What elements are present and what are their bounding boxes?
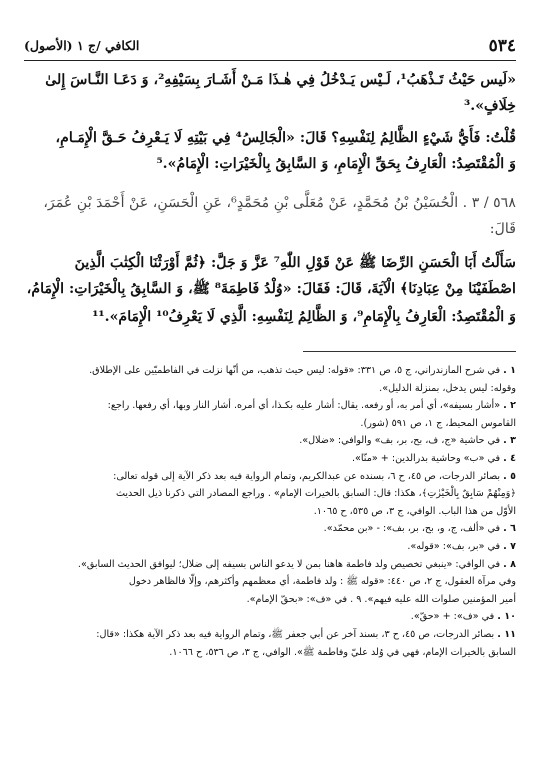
isnad-line: ٥٦٨ / ٣ . الْحُسَيْنُ بْنُ مُحَمَّدٍ، عَنْ مُعَلَّى بْنِ مُحَمَّدٍ⁶، عَنِ الْحَسَنِ، عَنْ أَحْمَدَ بْنِ عُمَرَ، <box>43 195 516 211</box>
text-line: اصْطَفَيْنَا مِنْ عِبَادِنَا﴾ الْآيَةَ، قَالَ: فَقَالَ: «وُلْدُ فَاطِمَةَ⁸ ﷺ، وَ السَّابِقُ بِالْخَيْرَاتِ: الْإِمَامُ، <box>26 281 516 297</box>
footnote-line <box>22 450 516 467</box>
footnote-line <box>22 362 516 379</box>
text-line: وَ الْمُقْتَصِدُ: الْعَارِفُ بِالْإِمَامِ⁹، وَ الظَّالِمُ لِنَفْسِهِ: الَّذِي لَا يَعْرِفُ¹⁰ الْإِمَامَ».¹¹ <box>92 309 516 325</box>
running-header <box>24 36 516 58</box>
footnote-number: ٦ . <box>503 523 516 535</box>
footnote-line <box>22 573 516 590</box>
footnote-text: في شرح المازندراني، ج ٥، ص ٣٣١: «قوله: ليس حيث تذهب، من أنّها نزلت في الفاطميّين على الإطلاق. <box>89 365 501 376</box>
footnote-number: ١٠ . <box>497 611 516 623</box>
footnote-line <box>22 626 516 643</box>
footnote-line <box>22 503 516 520</box>
footnote-number: ١ . <box>503 365 516 376</box>
footnote-text: في «ألف، ج، و، بح، بر، بف»: - «بن محمّد». <box>323 523 501 535</box>
footnote-line <box>22 538 516 555</box>
footnote-line <box>22 556 516 573</box>
footnote-number: ٣ . <box>503 435 516 447</box>
footnote-text: في الوافي: «ينبغي تخصيص ولد فاطمة هاهنا بمن لا يدعو الناس بسيفه إلى ضلال؛ ليوافق الحديث السابق». <box>77 558 501 570</box>
footnote-text: بصائر الدرجات، ص ٤٥، ح ٣، بسند آخر عن أبي جعفر ﷺ، وتمام الرواية فيه بعد ذكر الآية هكذا: «قال: <box>96 629 495 640</box>
footnote-number: ٨ . <box>503 558 516 570</box>
footnote-text: بصائر الدرجات، ص ٤٥، ح ٦، بسنده عن عبدالكريم، وتمام الرواية فيه بعد ذكر الآية إلى قوله تعالى: <box>113 470 501 482</box>
footnote-text: «أشار بسيفه»، أي أمر به، أو رفعه. يقال: أشار عليه بكـذا، أي أمره. أشار النار وبها، أي رفعها. راجع: <box>107 400 501 412</box>
header-rule <box>24 60 516 61</box>
footnote-line <box>22 468 516 485</box>
text-line: «لَيس حَيْثُ تَـذْهَبُ¹، لَـيْس يَـدْخُلُ فِي هٰـذَا مَـنْ أَشَـارَ بِسَيْفِهِ²، وَ دَعَـا النَّـاسَ إِلىٰ <box>45 72 516 88</box>
footnote-text: في حاشية «ج، ف، بح، بر، بف» والوافي: «ضلال». <box>299 435 501 447</box>
footnote-text: القاموس المحيط، ج ١، ص ٥٩١ (شور). <box>360 417 516 429</box>
book-title: الكافي /ج ١ (الأصول) <box>24 38 140 53</box>
footnote-text: السابق بالخيرات الإمام، فهي في وُلد عليّ وفاطمة ﷺ». الوافي، ج ٣، ص ٥٣٦، ح ١٠٦٦. <box>169 646 516 658</box>
text-line: وَ الْمُقْتَصِدُ: الْعَارِفُ بِحَقِّ الْإِمَامِ، وَ السَّابِقُ بِالْخَيْرَاتِ: الْإِمَامُ».⁵ <box>156 156 516 172</box>
isnad-line: قَالَ: <box>489 221 516 237</box>
footnote-line <box>22 380 516 397</box>
footnote-line <box>22 644 516 661</box>
footnote-number: ٢ . <box>503 400 516 412</box>
footnote-text: وقوله: ليس يدخل، بمنزلة الدليل». <box>379 382 516 394</box>
footnote-number: ١١ . <box>497 629 516 640</box>
footnote-line <box>22 432 516 449</box>
page-number: ٥٣٤ <box>488 36 516 56</box>
footnote-line <box>22 591 516 608</box>
footnote-number: ٤ . <box>503 453 516 464</box>
footnote-text: في «ف»: + «حقّ». <box>410 611 495 623</box>
footnote-number: ٧ . <box>503 541 516 552</box>
footnote-number: ٥ . <box>503 470 516 482</box>
footnote-separator <box>303 351 516 352</box>
footnote-line <box>22 608 516 625</box>
footnote-line <box>22 397 516 414</box>
footnote-text: في «بر، بف»: «قوله». <box>407 541 501 552</box>
footnote-text: أمير المؤمنين صلوات الله عليه فيهم». ٩ . في «ف»: «بحقّ الإمام». <box>246 593 516 605</box>
text-line: سَأَلْتُ أَبَا الْحَسَنِ الرِّضَا ﷺ عَنْ قَوْلِ اللّٰهِ⁷ عَزَّ وَ جَلَّ: ﴿ثُمَّ أَوْرَثْنَا الْكِتٰبَ الَّذِينَ <box>74 255 516 271</box>
footnote-text: وفي مرآة العقول، ج ٢، ص ٤٤٠: «قوله ﷺ : ولد فاطمة، أي معظمهم وأكثرهم، وإلّا فالظاهر دخول <box>128 576 516 588</box>
footnote-line <box>22 415 516 432</box>
footnote-line <box>22 485 516 502</box>
text-line: خِلَافٍ».³ <box>464 98 516 114</box>
footnote-line <box>22 520 516 537</box>
footnote-text: الأوّل من هذا الباب. الوافي، ج ٣، ص ٥٣٥، ح ١٠٦٥. <box>313 505 516 517</box>
text-line: قُلْتُ: فَأَيُّ شَيْءٍ الظَّالِمُ لِنَفْسِهِ؟ قَالَ: «الْجَالِسُ⁴ فِي بَيْتِهِ لَا يَـعْرِفُ حَـقَّ الْإِمَـامِ، <box>55 130 516 146</box>
footnote-text: ﴿وَمِنْهُمْ سَابِقٌ بِالْخَيْرٰتِ﴾، هكذا: قال: السابق بالخيرات الإمام» . وراجع المصادر التي ذكرنا ذيل الحديث <box>115 488 516 500</box>
footnote-text: في «ب» وحاشية بدرالدين: + «منّا». <box>351 453 501 464</box>
